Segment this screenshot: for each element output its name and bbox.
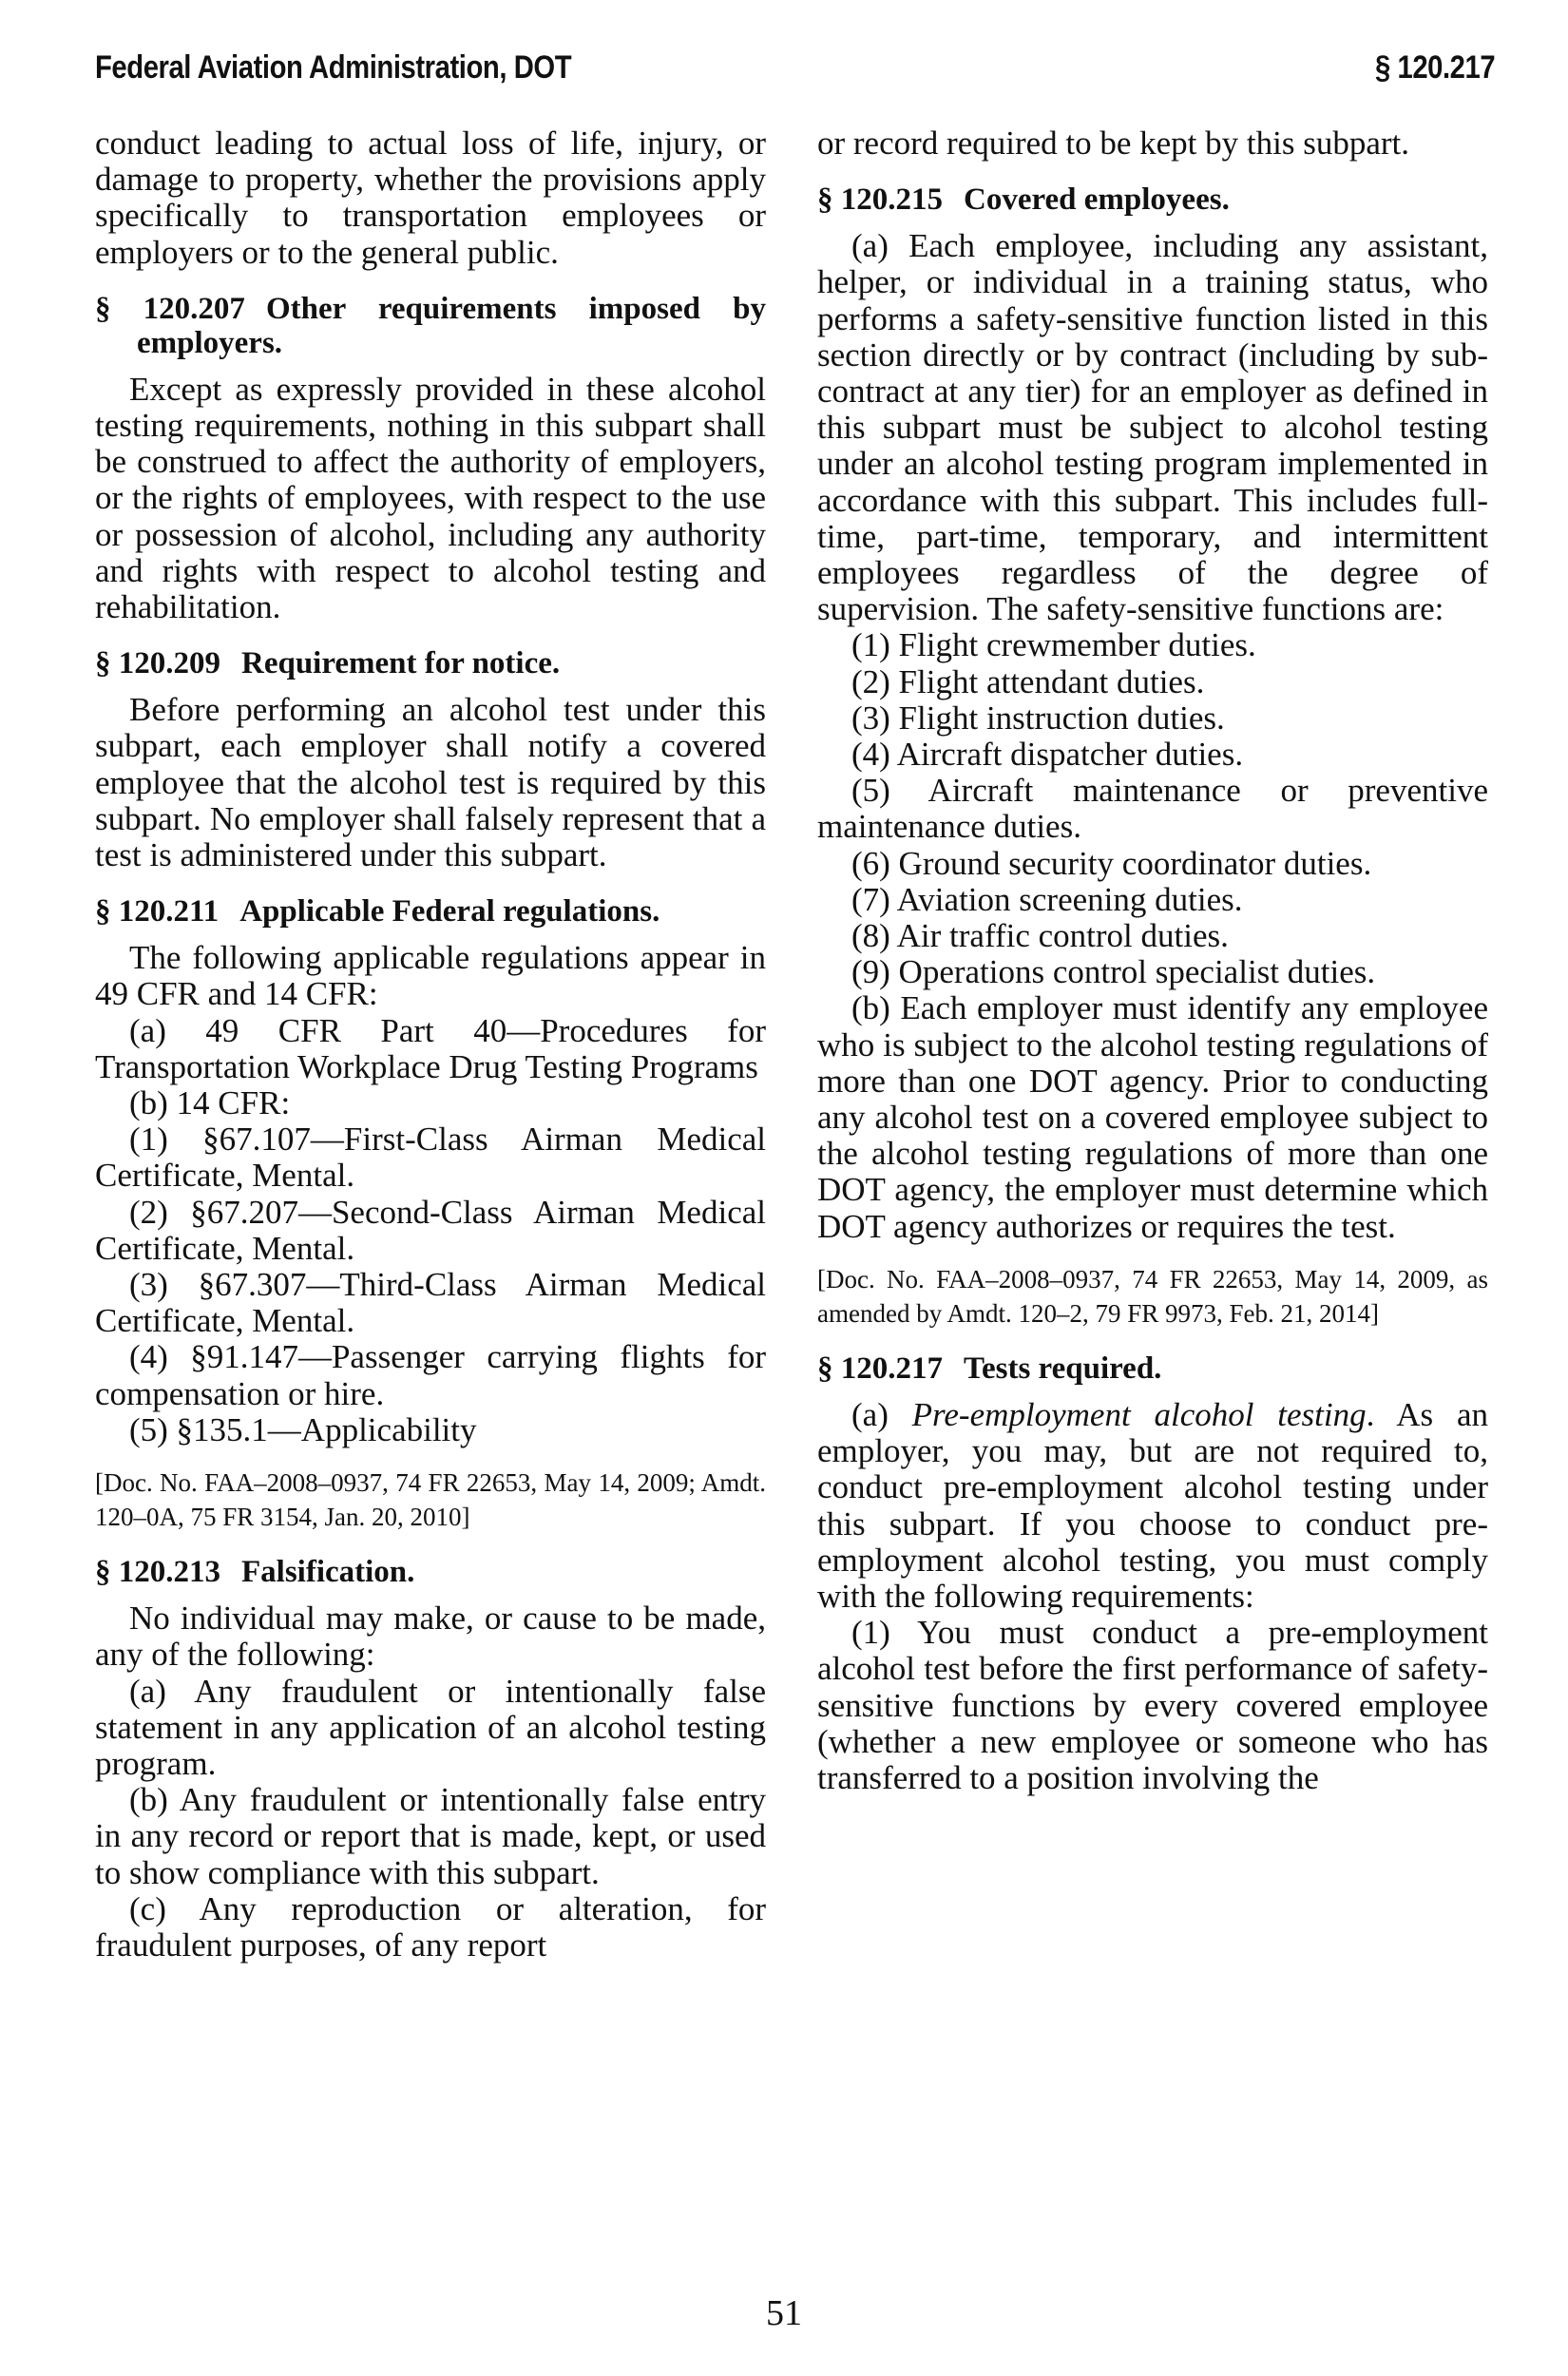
section-number: § 120.217 — [817, 1351, 943, 1386]
section-number: § 120.207 — [95, 291, 245, 326]
paragraph: (a) Each employee, including any assistant, helper, or individual in a training status, who performs a safety-sensitive function listed in this section directly or by contract (including by subcontract at any tier) for an employer as defined in this subpart must be subject to alcohol testing under an alcohol testing program implemented in accordance with this subpart. This includes full-time, part-time, temporary, and intermittent employees regardless of the degree of supervision. The safety-sensitive functions are: — [817, 227, 1488, 628]
list-item: (c) Any reproduction or alteration, for fraudulent purposes, of any report — [95, 1889, 766, 1964]
section-title: Falsification. — [241, 1555, 415, 1590]
section-number: § 120.213 — [95, 1555, 220, 1590]
section-title: Requirement for notice. — [241, 646, 561, 681]
list-item: (8) Air traffic control duties. — [851, 917, 1229, 955]
section-heading-120-217 — [817, 1351, 1488, 1386]
section-reference-header: § 120.217 — [1374, 49, 1496, 86]
paragraph-italic-heading: Pre-employment alcohol testing — [911, 1395, 1367, 1433]
paragraph: Before performing an alcohol test under this subpart, each employer shall notify a covered employee that the alcohol test is required by this subpart. No employer shall falsely represent that a test is administered under this subpart. — [95, 691, 766, 874]
section-title: Tests required. — [964, 1351, 1162, 1386]
list-item: (a) Any fraudulent or intentionally false statement in any application of an alcohol testing program. — [95, 1672, 766, 1782]
page-number: 51 — [766, 2293, 802, 2333]
section-number: § 120.211 — [95, 894, 220, 929]
right-column — [817, 125, 1488, 1796]
list-item: (3) Flight instruction duties. — [851, 699, 1225, 737]
section-title: Applicable Federal regulations. — [239, 894, 660, 929]
paragraph-text: . As an employer, you may, but are not required to, conduct pre-employment alcohol testing under this subpart. If you choose to conduct pre-employment alcohol testing, you must comply with the following requirements: — [817, 1395, 1488, 1615]
list-item: (6) Ground security coordinator duties. — [851, 844, 1372, 882]
citation: [Doc. No. FAA–2008–0937, 74 FR 22653, May 14, 2009; Amdt. 120–0A, 75 FR 3154, Jan. 20, 2010] — [95, 1468, 766, 1532]
citation: [Doc. No. FAA–2008–0937, 74 FR 22653, May 14, 2009, as amended by Amdt. 120–2, 79 FR 9973, Feb. 21, 2014] — [817, 1264, 1488, 1328]
section-number: § 120.209 — [95, 646, 220, 681]
section-heading-120-209 — [95, 646, 766, 680]
list-item: (7) Aviation screening duties. — [851, 880, 1243, 918]
paragraph: (b) Each employer must identify any employee who is subject to the alcohol testing regulations of more than one DOT agency. Prior to conducting any alcohol test on a covered employee subject to the alcohol testing regulations of more than one DOT agency, the employer must determine which DOT agency authorizes or requires the test. — [817, 989, 1488, 1245]
list-item: (4) §91.147—Passenger carrying flights for compensation or hire. — [95, 1338, 766, 1412]
agency-header: Federal Aviation Administration, DOT — [95, 49, 572, 86]
section-heading-120-215 — [817, 182, 1488, 217]
paragraph: Except as expressly provided in these alcohol testing requirements, nothing in this subpart shall be construed to affect the authority of employers, or the rights of employees, with respect to the use or possession of alcohol, including any authority and rights with respect to alcohol testing and rehabilitation. — [95, 370, 766, 626]
list-item: (2) Flight attendant duties. — [851, 662, 1205, 700]
list-item: (1) §67.107—First-Class Airman Medical Certificate, Mental. — [95, 1121, 766, 1195]
left-column — [95, 125, 766, 1964]
list-item: (b) 14 CFR: — [129, 1084, 291, 1122]
list-item: (1) Flight crewmember duties. — [851, 626, 1256, 664]
section-heading-120-211 — [95, 894, 766, 929]
section-number: § 120.215 — [817, 182, 943, 218]
list-item: (5) §135.1—Applicability — [129, 1410, 477, 1448]
paragraph — [817, 1397, 1488, 1615]
paragraph: No individual may make, or cause to be made, any of the following: — [95, 1600, 766, 1674]
paragraph-label: (a) — [851, 1395, 912, 1433]
list-item: (5) Aircraft maintenance or preventive maintenance duties. — [817, 772, 1488, 846]
section-title: Covered employees. — [964, 182, 1230, 218]
section-title: Other requirements imposed by employers. — [137, 291, 766, 360]
list-item: (1) You must conduct a pre-employment alcohol test before the first performance of safety-sensitive functions by every covered employee (whether a new employee or someone who has transferred to a position involving the — [817, 1614, 1488, 1796]
section-heading-120-213 — [95, 1555, 766, 1589]
list-item: (a) 49 CFR Part 40—Procedures for Transportation Workplace Drug Testing Programs — [95, 1011, 766, 1085]
list-item: (4) Aircraft dispatcher duties. — [851, 736, 1244, 774]
list-item: (2) §67.207—Second-Class Airman Medical Certificate, Mental. — [95, 1193, 766, 1267]
list-item: (3) §67.307—Third-Class Airman Medical Certificate, Mental. — [95, 1266, 766, 1340]
running-head — [95, 49, 1495, 97]
section-heading-120-207 — [95, 292, 766, 360]
list-item: (b) Any fraudulent or intentionally false entry in any record or report that is made, kept, or used to show compliance with this subpart. — [95, 1781, 766, 1891]
paragraph: The following applicable regulations appear in 49 CFR and 14 CFR: — [95, 939, 766, 1013]
continuation-text: conduct leading to actual loss of life, injury, or damage to property, whether the provisions apply specifically to transportation employees or employers or to the general public. — [95, 125, 766, 271]
list-item: (9) Operations control specialist duties. — [851, 953, 1376, 991]
continuation-text: or record required to be kept by this subpart. — [817, 125, 1410, 162]
